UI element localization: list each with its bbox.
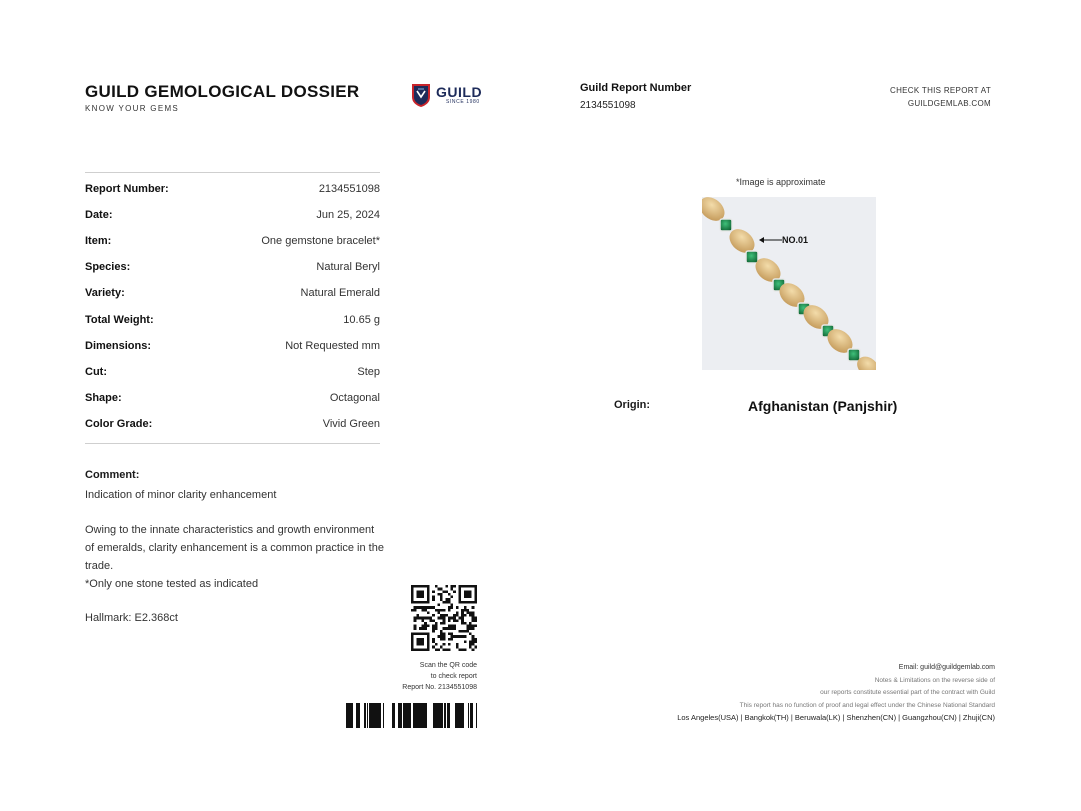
- comment-paragraph: [85, 521, 385, 593]
- detail-row: [85, 254, 380, 280]
- detail-label: Shape:: [85, 391, 122, 404]
- detail-value: Jun 25, 2024: [316, 209, 380, 222]
- report-title: GUILD GEMOLOGICAL DOSSIER: [85, 82, 360, 101]
- report-number-heading: Guild Report Number: [580, 82, 692, 94]
- detail-row: [85, 411, 380, 437]
- detail-row: [85, 202, 380, 228]
- logo-since: SINCE 1980: [446, 99, 480, 105]
- footer-notes-3: This report has no function of proof and legal effect under the Chinese National Standard: [739, 701, 995, 709]
- bracelet-photo: [702, 197, 876, 370]
- footer-notes-2: our reports constitute essential part of the contract with Guild: [820, 689, 995, 696]
- detail-label: Dimensions:: [85, 339, 152, 352]
- qr-line-1: Scan the QR code: [419, 662, 477, 669]
- details-table: [85, 172, 380, 444]
- bracelet-image: [702, 197, 876, 370]
- guild-shield-icon: [411, 82, 431, 108]
- tagline: KNOW YOUR GEMS: [85, 104, 180, 113]
- check-report-note: [890, 84, 991, 110]
- detail-value: One gemstone bracelet*: [261, 235, 380, 248]
- detail-row: [85, 176, 380, 202]
- detail-value: 2134551098: [318, 183, 380, 196]
- detail-row: [85, 385, 380, 411]
- detail-row: [85, 306, 380, 332]
- qr-code[interactable]: [411, 585, 477, 651]
- detail-label: Date:: [85, 209, 113, 222]
- detail-row: [85, 280, 380, 306]
- detail-label: Species:: [85, 261, 131, 274]
- check-line-2: GUILDGEMLAB.COM: [907, 99, 991, 108]
- stone-marker-label: NO.01: [782, 235, 809, 245]
- footer-cities: Los Angeles(USA) | Bangkok(TH) | Beruwala(LK) | Shenzhen(CN) | Guangzhou(CN) | Zhuji(CN): [677, 713, 995, 722]
- detail-value: Natural Emerald: [300, 287, 380, 300]
- detail-row: [85, 359, 380, 385]
- origin-label: Origin:: [614, 399, 651, 411]
- detail-label: Cut:: [85, 365, 107, 378]
- comment-line: Indication of minor clarity enhancement: [85, 489, 277, 501]
- detail-value: Step: [357, 365, 380, 378]
- detail-value: 10.65 g: [343, 313, 380, 326]
- footer-notes-1: Notes & Limitations on the reverse side of: [874, 676, 995, 684]
- image-note: *Image is approximate: [736, 177, 826, 187]
- report-number-value: 2134551098: [580, 100, 636, 111]
- detail-value: Vivid Green: [322, 417, 380, 430]
- detail-label: Total Weight:: [85, 313, 154, 326]
- detail-label: Color Grade:: [85, 417, 153, 430]
- guild-logo: [411, 82, 482, 108]
- comment-heading: Comment:: [85, 469, 140, 481]
- barcode: [346, 703, 478, 728]
- detail-label: Variety:: [85, 287, 125, 300]
- detail-row: [85, 228, 380, 254]
- qr-line-3: Report No. 2134551098: [402, 684, 477, 691]
- detail-label: Item:: [85, 235, 112, 248]
- detail-label: Report Number:: [85, 183, 169, 196]
- detail-row: [85, 333, 380, 359]
- qr-caption: [402, 660, 477, 693]
- logo-word: GUILD: [436, 84, 483, 100]
- comment-para-2: *Only one stone tested as indicated: [85, 578, 259, 590]
- check-line-1: CHECK THIS REPORT AT: [890, 86, 991, 95]
- detail-value: Not Requested mm: [285, 339, 380, 352]
- origin-value: Afghanistan (Panjshir): [748, 398, 898, 414]
- detail-value: Natural Beryl: [316, 261, 380, 274]
- hallmark: Hallmark: E2.368ct: [85, 612, 178, 624]
- qr-line-2: to check report: [430, 673, 477, 680]
- footer: [677, 662, 995, 725]
- comment-para-1: Owing to the innate characteristics and growth environment of emeralds, clarity enhancement is a common practice in the trade.: [85, 524, 384, 572]
- footer-email: Email: guild@guildgemlab.com: [898, 664, 995, 671]
- detail-value: Octagonal: [329, 391, 380, 404]
